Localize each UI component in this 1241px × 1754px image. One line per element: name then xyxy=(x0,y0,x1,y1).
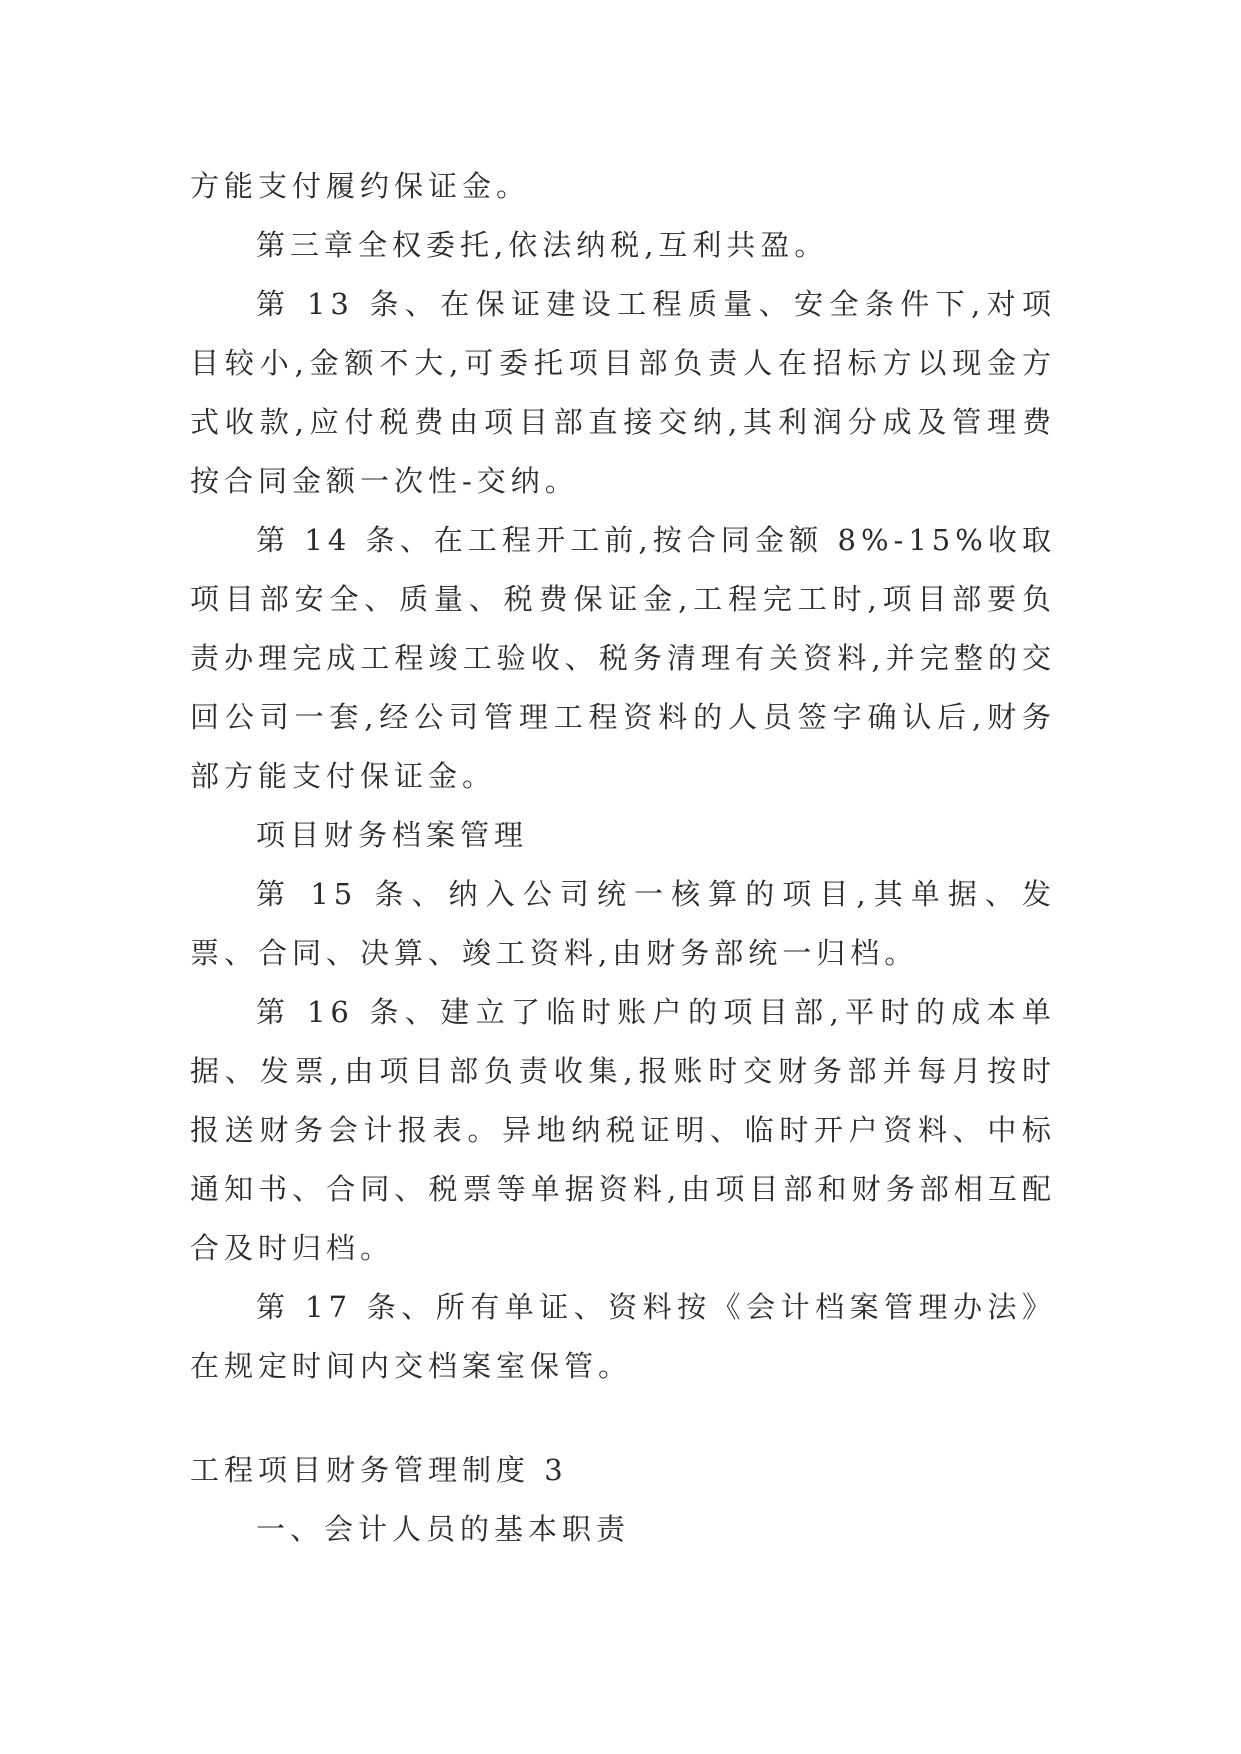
section-heading-archive: 项目财务档案管理 xyxy=(256,818,529,852)
document-body xyxy=(190,157,1056,1559)
section-heading-duties: 一、会计人员的基本职责 xyxy=(256,1512,631,1546)
paragraph-1: 方能支付履约保证金。 xyxy=(190,169,531,203)
paragraph-article-16: 第 16 条、建立了临时账户的项目部,平时的成本单据、发票,由项目部负责收集,报账时交财务部并每月按时报送财务会计报表。异地纳税证明、临时开户资料、中标通知书、合同、税票等单据资料,由项目部和财务部相互配合及时归档。 xyxy=(190,995,1056,1265)
paragraph-article-15: 第 15 条、纳入公司统一核算的项目,其单据、发票、合同、决算、竣工资料,由财务部统一归档。 xyxy=(190,877,1056,970)
paragraph-article-17: 第 17 条、所有单证、资料按《会计档案管理办法》在规定时间内交档案室保管。 xyxy=(190,1290,1056,1383)
document-title: 工程项目财务管理制度 3 xyxy=(190,1453,568,1487)
paragraph-2: 第三章全权委托,依法纳税,互利共盈。 xyxy=(256,228,829,262)
paragraph-article-14: 第 14 条、在工程开工前,按合同金额 8%-15%收取项目部安全、质量、税费保证金,工程完工时,项目部要负责办理完成工程竣工验收、税务清理有关资料,并完整的交回公司一套,经公司管理工程资料的人员签字确认后,财务部方能支付保证金。 xyxy=(190,523,1056,793)
paragraph-article-13: 第 13 条、在保证建设工程质量、安全条件下,对项目较小,金额不大,可委托项目部负责人在招标方以现金方式收款,应付税费由项目部直接交纳,其利润分成及管理费按合同金额一次性-交纳。 xyxy=(190,287,1056,498)
